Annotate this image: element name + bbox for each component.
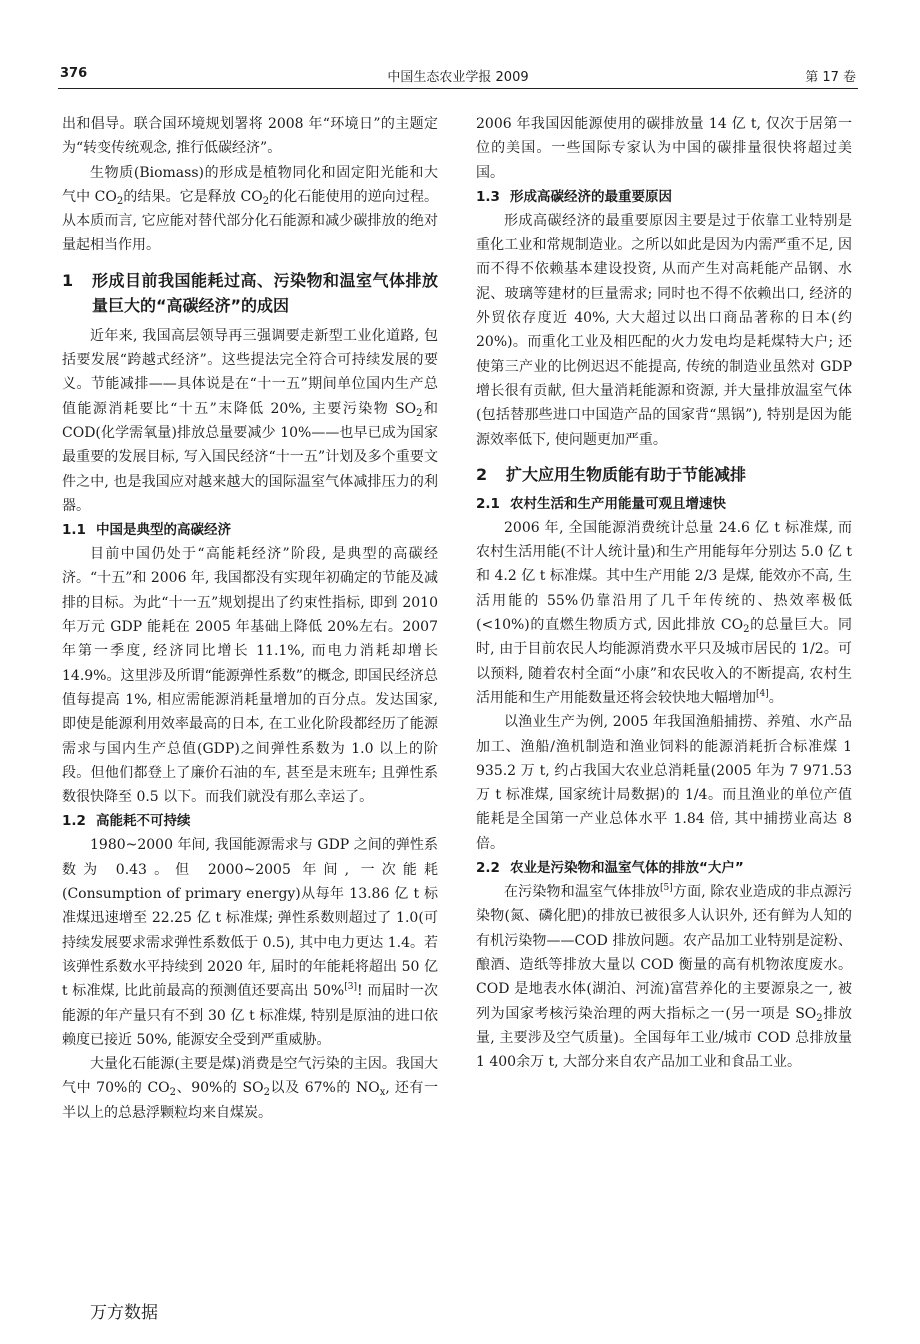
- intro-paragraph-1: 出和倡导。联合国环境规划署将 2008 年“环境日”的主题定为“转变传统观念, 推行低碳经济”。: [62, 116, 438, 157]
- section-1-2-paragraph-2: 大量化石能源(主要是煤)消费是空气污染的主因。我国大气中 70%的 $CO_2$、90%的 $SO_2$以及 67%的 $NO_x$, 还有一半以上的总悬浮颗粒均来自煤炭。: [62, 1056, 438, 1121]
- left-column: [62, 112, 438, 1125]
- right-column: [476, 112, 852, 1074]
- page-number: 376: [60, 66, 88, 81]
- running-header: [60, 66, 856, 88]
- citation-ref: [3]: [344, 982, 357, 993]
- section-2-1-heading: 2.1 农村生活和生产用能量可观且增速快: [476, 495, 726, 512]
- journal-title: 中国生态农业学报 2009: [387, 70, 529, 85]
- section-2-1-paragraph-1: 2006 年, 全国能源消费统计总量 24.6 亿 t 标准煤, 而农村生活用能(不计人统计量)和生产用能每年分别达 5.0 亿 t 和 4.2 亿 t 标准煤。其中生产用能 2/3 是煤, 能效亦不高, 生活用能的 55%仍靠沿用了几千年传统的、热效率极低(<10%)的直燃生物质方式, 因此排放 $CO_2$的总量巨大。同时, 由于目前农民人均能源消费水平只及城市居民的 1/2。可以预料, 随着农村全面“小康”和农民收入的不断提高, 农村生活用能和生产用能数量还将会较快地大幅增加[4]。: [476, 519, 853, 706]
- section-1-2-paragraph-1: 1980~2000 年间, 我国能源需求与 GDP 之间的弹性系数为 0.43。但 2000~2005 年间, 一次能耗(Consumption of primary energy)从每年 13.86 亿 t 标准煤迅速增至 22.25 亿 t 标准煤; 弹性系数则超过了 1.0(可持续发展要求需求弹性系数低于 0.5), 其中电力更达 1.4。若该弹性系数水平持续到 2020 年, 届时的年能耗将超出 50 亿 t 标准煤, 比此前最高的预测值还要高出 50%[3]! 而届时一次能源的年产量只有不到 30 亿 t 标准煤, 特别是原油的进口依赖度已接近 50%, 能源安全受到严重威胁。: [62, 837, 439, 1048]
- section-number: 1: [62, 270, 74, 290]
- continued-paragraph: 2006 年我国因能源使用的碳排放量 14 亿 t, 仅次于居第一位的美国。一些国际专家认为中国的碳排量很快将超过美国。: [476, 116, 852, 181]
- section-1-2-heading: 1.2 高能耗不可持续: [62, 813, 191, 830]
- intro-paragraph-2: 生物质(Biomass)的形成是植物同化和固定阳光能和大气中 $CO_2$的结果。它是释放 $CO_2$的化石能使用的逆向过程。从本质而言, 它应能对替代部分化石能源和减少碳排放的绝对量起相当作用。: [62, 164, 439, 254]
- section-1-1-paragraph: 目前中国仍处于“高能耗经济”阶段, 是典型的高碳经济。“十五”和 2006 年, 我国都没有实现年初确定的节能及减排的目标。为此“十一五”规划提出了约束性指标, 即到 2010 年万元 GDP 能耗在 2005 年基础上降低 20%左右。2007 年第一季度, 经济同比增长 11.1%, 而电力消耗却增长 14.9%。这里涉及所谓“能源弹性系数”的概念, 即国民经济总值每提高 1%, 相应需能源消耗量增加的百分点。发达国家, 即使是能源利用效率最高的日本, 在工业化阶段都经历了能源需求与国内生产总值(GDP)之间弹性系数为 1.0 以上的阶段。但他们都登上了廉价石油的车, 甚至是末班车; 且弹性系数很快降至 0.5 以下。而我们就没有那么幸运了。: [62, 546, 438, 806]
- section-title: 扩大应用生物质能有助于节能减排: [506, 464, 747, 484]
- section-title: 形成目前我国能耗过高、污染物和温室气体排放量巨大的“高碳经济”的成因: [92, 270, 438, 315]
- section-2-1-paragraph-2: 以渔业生产为例, 2005 年我国渔船捕捞、养殖、水产品加工、渔船/渔机制造和渔业饲料的能源消耗折合标准煤 1 935.2 万 t, 约占我国大农业总消耗量(2005 年为 7 971.53 万 t 标准煤, 国家统计局数据)的 1/4。而且渔业的单位产值能耗是全国第一产业总体水平 1.84 倍, 其中捕捞业高达 8 倍。: [476, 714, 852, 852]
- section-1-1-heading: 1.1 中国是典型的高碳经济: [62, 522, 231, 539]
- section-1-3-paragraph: 形成高碳经济的最重要原因主要是过于依靠工业特别是重化工业和常规制造业。之所以如此是因为内需严重不足, 因而不得不依赖基本建设投资, 从而产生对高耗能产品钢、水泥、玻璃等建材的巨量需求; 同时也不得不依赖出口, 经济的外贸依存度近 40%, 大大超过以出口商品著称的日本(约 20%)。而重化工业及相匹配的火力发电均是耗煤特大户; 还使第三产业的比例迟迟不能提高, 传统的制造业虽然对 GDP 增长很有贡献, 但大量消耗能源和资源, 并大量排放温室气体(包括替那些进口中国造产品的国家背“黑锅”), 特别是因为能源效率低下, 使问题更加严重。: [476, 212, 852, 448]
- section-2-2-heading: 2.2 农业是污染物和温室气体的排放“大户”: [476, 860, 744, 877]
- section-1-heading: [62, 268, 438, 318]
- citation-ref: [4]: [756, 688, 769, 699]
- header-rule: [58, 88, 858, 89]
- section-1-3-heading: 1.3 形成高碳经济的最重要原因: [476, 188, 672, 205]
- section-2-heading: [476, 462, 852, 487]
- volume-label: 第 17 卷: [805, 70, 856, 85]
- section-number: 2: [476, 464, 488, 484]
- section-2-2-paragraph: 在污染物和温室气体排放[5]方面, 除农业造成的非点源污染物(氮、磷化肥)的排放已被很多人认识外, 还有鲜为人知的有机污染物——COD 排放问题。农产品加工业特别是淀粉、酿酒、造纸等排放大量以 COD 衡量的高有机物浓度废水。COD 是地表水体(湖泊、河流)富营养化的主要源泉之一, 被列为国家考核污染治理的两大指标之一(另一项是 $SO_2$排放量, 主要涉及空气质量)。全国每年工业/城市 COD 总排放量 1 400余万 t, 大部分来自农产品加工业和食品工业。: [476, 883, 853, 1071]
- citation-ref: [5]: [660, 883, 673, 894]
- section-1-paragraph: 近年来, 我国高层领导再三强调要走新型工业化道路, 包括要发展“跨越式经济”。这些提法完全符合可持续发展的要义。节能减排——具体说是在“十一五”期间单位国内生产总值能源消耗要比“十五”末降低 20%, 主要污染物 $SO_2$和 COD(化学需氧量)排放总量要减少 10%——也早已成为国家最重要的发展目标, 写入国民经济“十一五”计划及多个重要文件之中, 也是我国应对越来越大的国际温室气体减排压力的利器。: [62, 327, 438, 514]
- watermark: 万方数据: [90, 1303, 158, 1323]
